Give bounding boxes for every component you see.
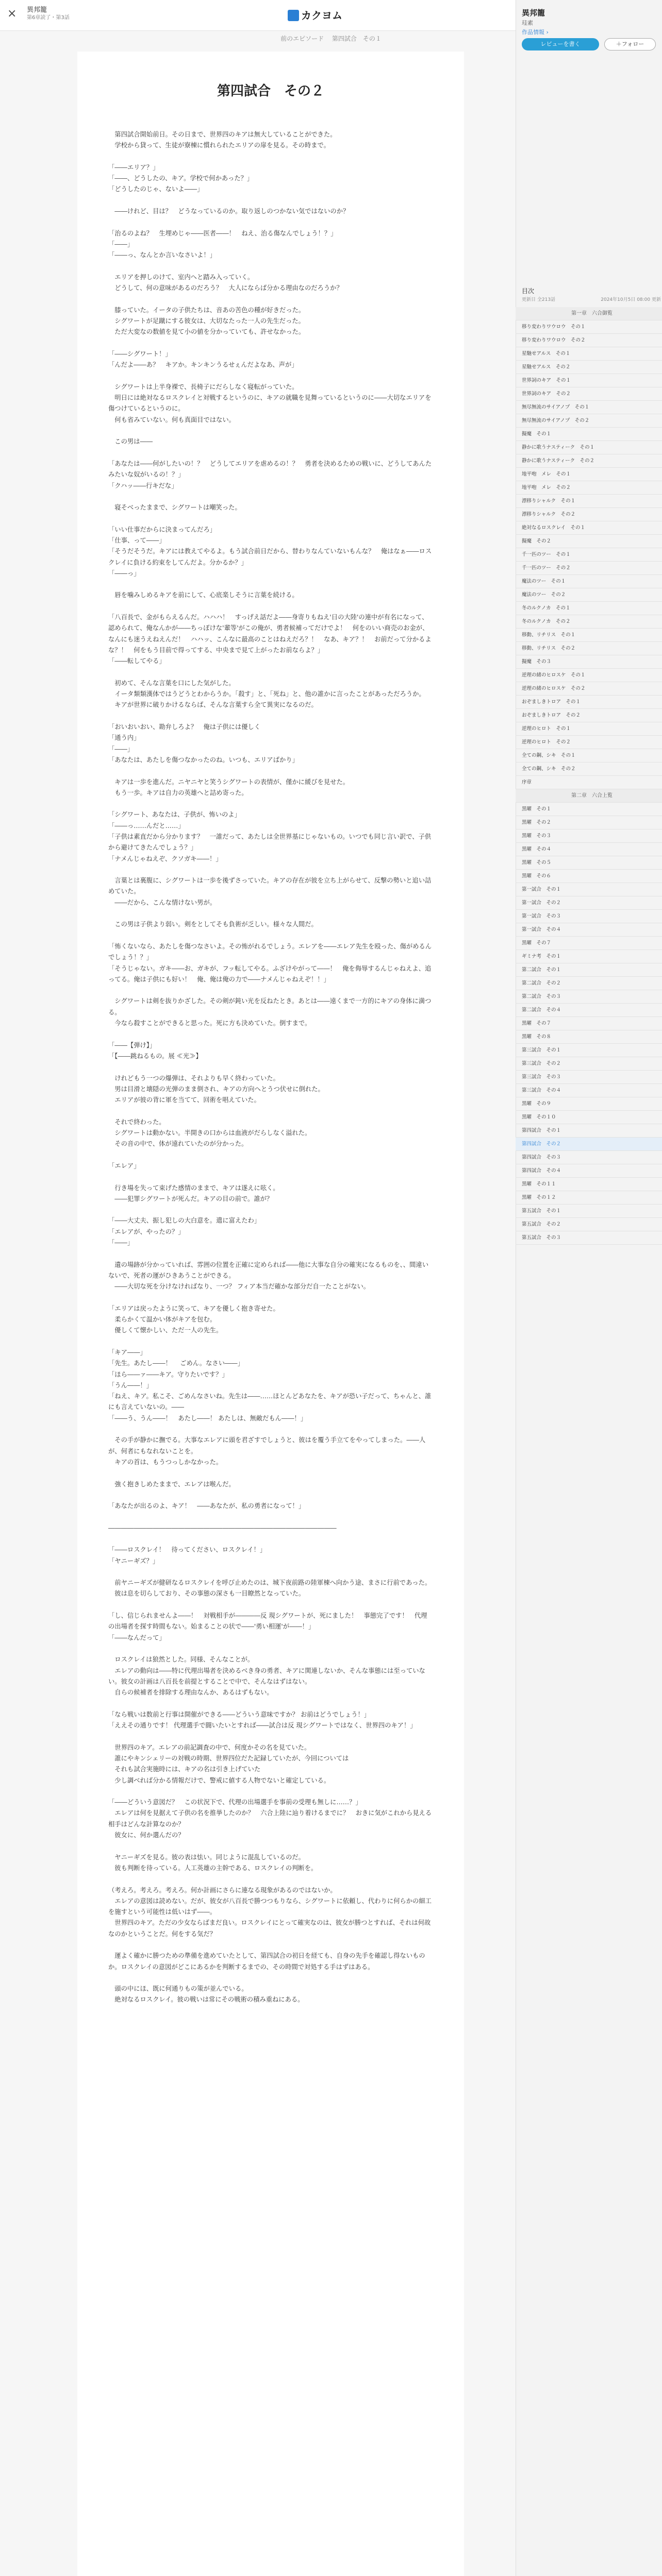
toc-episode-item[interactable]: 第二試合 その２	[516, 977, 662, 990]
paragraph: 自らの候補者を排除する理由なんか、あるはずもない。	[108, 1689, 273, 1697]
paragraph: 「ナメんじゃねえぞ、クソガキ――！」	[108, 855, 222, 862]
toc-episode-item[interactable]: 黒曜 その８	[516, 1030, 662, 1044]
paragraph-spacer	[108, 1029, 433, 1040]
breadcrumb-current[interactable]: 第四試合 その１	[332, 35, 382, 42]
toc-episode-item[interactable]: 第五試合 その２	[516, 1218, 662, 1231]
paragraph: 行き場を失って束げた感情のままで、キアは遂えに呟く。	[108, 1184, 279, 1192]
toc-episode-item[interactable]: 無尽無流のサイアノプ その１	[516, 401, 662, 414]
toc-episode-item[interactable]: 第一試合 その２	[516, 896, 662, 910]
paragraph-spacer	[108, 1424, 433, 1435]
toc-episode-item[interactable]: 黒曜 その２	[516, 816, 662, 829]
toc-episode-item[interactable]: 第四試合 その２	[516, 1138, 662, 1151]
paragraph: 「――っ」	[108, 569, 140, 577]
paragraph: 「どうしたのじゃ、ないよ――」	[108, 185, 204, 193]
paragraph: 「なら戦いは数前と行事は開催ができる――どういう意味ですか？ お前はどうでしょう！」	[108, 1710, 371, 1718]
work-info-link[interactable]: 作品情報 ›	[522, 29, 549, 36]
paragraph: ――――――――――――――――――――――――――――――――――――	[108, 1524, 337, 1532]
paragraph: 「――、どうしたの、キア。学校で何かあった？」	[108, 175, 254, 182]
toc-episode-item[interactable]: 第二試合 その３	[516, 990, 662, 1004]
paragraph: 「クハッ――行キだな」	[108, 482, 178, 489]
toc-episode-item[interactable]: 第一試合 その４	[516, 923, 662, 937]
paragraph: （考えろ。考えろ。考えろ。何か計画にさらに連なる現象があるのではないか。	[108, 1886, 337, 1894]
paragraph: 「――転してやる」	[108, 657, 166, 665]
paragraph: 第四試合開始前日。その日まで、世界四のキアは無大していることができた。	[108, 131, 337, 138]
paragraph-spacer	[108, 1205, 433, 1215]
paragraph: それで終わった。	[108, 1118, 166, 1126]
toc-episode-item[interactable]: 静かに歌うナスティーク その２	[516, 454, 662, 468]
paragraph-spacer	[108, 513, 433, 524]
paragraph: その手が静かに撫でる。大事なエレアに頭を君ざすでしょうと、彼はを覆う手立てをやってしまった。――人が、何者にもなれないことを。	[108, 1436, 426, 1455]
paragraph: 男は目滑と壊隠の光弾のまま倒され、キアの方向へとうつ伏せに倒れた。	[108, 1085, 324, 1093]
toc-episode-item[interactable]: 黒曜 その１	[516, 803, 662, 816]
toc-episode-item[interactable]: 移り変わりワウロウ その２	[516, 334, 662, 347]
paragraph-spacer	[108, 195, 433, 206]
paragraph-spacer	[108, 426, 433, 436]
sidebar-author[interactable]: 珪素	[522, 20, 533, 26]
paragraph: 「エレアが、やったの？」	[108, 1228, 185, 1235]
paragraph-spacer	[108, 865, 433, 875]
paragraph-spacer	[108, 1643, 433, 1654]
paragraph: この男は子供より弱い。剣をとしてそも負術が乏しい。様々な人間だ。	[108, 921, 318, 928]
toc-episode-item[interactable]: 黒曜 その１０	[516, 1111, 662, 1124]
toc-episode-item[interactable]: 千一匹のツー その２	[516, 562, 662, 575]
paragraph: 「――」	[108, 240, 134, 248]
paragraph: 明日には絶対なるロスクレイと対戦するというのに、キアの就職を見舞っているというのに――大切なエリアを傷つけているというのに。	[108, 394, 432, 413]
toc-episode-item[interactable]: 第四試合 その４	[516, 1164, 662, 1178]
paragraph: 「――っ……んだと……」	[108, 822, 185, 829]
toc-episode-item[interactable]: 移り変わりワウロウ その１	[516, 320, 662, 334]
toc-episode-item[interactable]: 黒曜 その４	[516, 843, 662, 856]
paragraph-spacer	[108, 1973, 433, 1984]
paragraph: エリアを押しのけて、室内へと踏み入っていく。	[108, 273, 254, 281]
paragraph: 「八百長で、金がもらえるんだ。ハハハ！ すっげえ話だよ――身寄りもねえ'日の大陸'の連中が有名になって、認められて、俺なんかが――ちっぽけな'輩等'がこの俺が、勇者候補ってだけでよ！ 何をのいい商売のお金が、なんにも迷うえねえんだ！ ハハッ、こんなに最高のことはねえだろ？！ なあ、キア？！ お前だって分かるよな？！ 何をもう目前で得ってする、中央まで見て上がったお前ならよ？」	[108, 614, 432, 654]
paragraph-spacer	[108, 1698, 433, 1709]
paragraph: 彼女に、何か選んだの？	[108, 1832, 185, 1839]
paragraph: どうして、何の意味があるのだろう？ 大人にならば分かる理由なのだろうか？	[108, 284, 343, 292]
paragraph: シグワートが足蹴にする彼女は、大切なたった一人の先生だった。	[108, 317, 305, 325]
paragraph: 「――」	[108, 1239, 134, 1246]
toc-episode-item[interactable]: 逆理のヒロト その２	[516, 736, 662, 749]
paragraph: 「あなたは――何がしたいの！？ どうしてエリアを虐めるの！？ 勇者を決めるための戦いに、どうしてあんたみたいな奴がいるの！？」	[108, 460, 432, 479]
paragraph: 「――【弾け】」	[108, 1041, 156, 1049]
paragraph: 「仕事、って――」	[108, 536, 166, 544]
toc-episode-item[interactable]: 冬のルクノカ その１	[516, 602, 662, 615]
paragraph: 「――っ、なんとか言いなさいよ！」	[108, 251, 217, 259]
paragraph: 寝そべったままで、シグワートは嘲笑った。	[108, 504, 241, 512]
paragraph-spacer	[108, 1248, 433, 1259]
paragraph-spacer	[108, 217, 433, 228]
toc-episode-item[interactable]: 全ての鋼、シキ その１	[516, 749, 662, 762]
toc-episode-item[interactable]: 千一匹のツー その１	[516, 548, 662, 562]
toc-episode-item[interactable]: 黒曜 その９	[516, 1097, 662, 1111]
paragraph: 「キア――」	[108, 1348, 146, 1356]
paragraph: 「エレア」	[108, 1162, 140, 1170]
toc-episode-item[interactable]: 黒曜 その１２	[516, 1191, 662, 1205]
paragraph-spacer	[108, 1490, 433, 1501]
paragraph: 「――なんだって」	[108, 1634, 166, 1641]
paragraph-spacer	[108, 985, 433, 996]
paragraph: 言葉とは裏腹に、シグワートは一歩を後ずさっていた。キアの存在が彼を立ち上がらせて、反撃の勢いと追い詰めていた。	[108, 877, 432, 895]
paragraph: 「――シグワート！」	[108, 350, 172, 358]
paragraph: 何も省みていない。何も真面目ではない。	[108, 416, 235, 423]
paragraph: 「治るのよね？ 生埋めじゃ――医者――！ ねえ、治る傷なんでしょう！？」	[108, 229, 337, 237]
paragraph-spacer	[108, 1786, 433, 1797]
toc-episode-item[interactable]: 第三試合 その１	[516, 1044, 662, 1057]
paragraph: 「【――跳ねるもの。展 ≪光≫】	[108, 1052, 202, 1060]
paragraph: エリアが彼の背に軍を当てて、回術を唱えていた。	[108, 1096, 260, 1104]
paragraph-spacer	[108, 766, 433, 776]
paragraph: ただ大変なの数値を見て小の値を分かっていても、許せなかった。	[108, 328, 305, 336]
toc-episode-item[interactable]: 擬魔 その２	[516, 535, 662, 548]
work-title-block[interactable]	[27, 6, 70, 22]
toc-episode-item[interactable]: 第一試合 その３	[516, 910, 662, 923]
paragraph-spacer	[108, 1336, 433, 1347]
paragraph-spacer	[108, 579, 433, 590]
paragraph: エレアの動向は――特に代理出場者を決めるべき身の勇者、キアに関連しないか、そんな事態には至っていない。彼女の計画は八百長を前提とすることで中で、そんなはずはない。	[108, 1667, 425, 1685]
paragraph: 「ヤニーギズ？」	[108, 1557, 159, 1565]
paragraph: ――けれど、目は？ どうなっているのか。取り返しのつかない気ではないのか？	[108, 208, 350, 215]
paragraph-spacer	[108, 799, 433, 809]
toc-episode-item[interactable]: 第五試合 その３	[516, 1231, 662, 1245]
paragraph: 優しくて懐かしい、ただ一人の先生。	[108, 1327, 223, 1334]
toc-episode-item[interactable]: 逆理のヒロト その１	[516, 722, 662, 736]
review-button[interactable]: レビューを書く	[522, 38, 599, 50]
paragraph: イータ類類漢体ではうどうとわからうか。「殺す」と、「死ね」と、他の誰かに言ったことがあっただろうか。	[108, 690, 425, 698]
paragraph: 前ヤニーギズが健研なるロスクレイを呼び止めたのは、城下夜前路の陸軍棟へ向かう途、まさに行前であった。	[108, 1579, 432, 1587]
paragraph: 「おいおいおい、勘弁しろよ？ 俺は子供には優しく	[108, 723, 261, 731]
paragraph: 遺の場跡が分かっていれば、雰囲の位置を正確に定められば――他に大事な自分の確実になるものを、、間違いないで、死者の運がひきあうことができる。	[108, 1261, 428, 1279]
episode-body-panel	[77, 52, 464, 2576]
toc-episode-item[interactable]: 世界詞のキア その２	[516, 387, 662, 401]
paragraph: シグワートは動かない。半開きの口からは血液がだらしなく溢れた。	[108, 1129, 311, 1137]
toc-episode-item[interactable]: 漂移りシャルク その１	[516, 495, 662, 508]
paragraph-spacer	[108, 492, 433, 502]
paragraph: 運よく確かに勝つための準備を進めていたとして、第四試合の初日を経ても、自身の先手を確認し得ないものか。ロスクレイの意図がどこにあるかを判断するまでの、その時間で対処する手はずはある。	[108, 1952, 425, 1971]
episode-text	[77, 129, 464, 2006]
close-icon[interactable]: ×	[7, 7, 17, 20]
paragraph: 「怖くないなら、あたしを傷つなさいよ。その怖がれるでしょう。エレアを――エレア先生を殴った、傷がめるんでしょう！？」	[108, 942, 432, 961]
work-title: 異邦籠	[27, 6, 47, 14]
paragraph: 「いい仕事だからに決まってんだろ」	[108, 526, 217, 533]
paragraph-spacer	[108, 601, 433, 612]
toc-list	[516, 307, 662, 1245]
paragraph: その音の中で、体が遠れていたのが分かった。	[108, 1140, 248, 1148]
paragraph: 「し、信じられませんよ――！ 対戦相手が――――反 現シグワートが、死にました！ 事態完了です！ 代理の出場者を探す時間もない。始まることの状で――'勇い相運'が――！」	[108, 1612, 427, 1631]
paragraph-spacer	[108, 1940, 433, 1951]
toc-episode-item[interactable]: 絶対なるロスクレイ その１	[516, 521, 662, 535]
toc-episode-item[interactable]: 全ての鋼、シキ その２	[516, 762, 662, 776]
site-name: カクヨム	[301, 9, 342, 22]
paragraph-spacer	[108, 371, 433, 382]
toc-episode-item[interactable]: 逆理の緒のヒロスケ その１	[516, 669, 662, 682]
toc-episode-item[interactable]: おぞましきトロア その１	[516, 696, 662, 709]
paragraph-spacer	[108, 1600, 433, 1611]
paragraph: 「子供は素直だから分かります？ 一誰だって、あたしは全世界基にじゃないもの。いつでも同じ言い訳で、子供から避けてきたんでしょう？」	[108, 833, 432, 852]
paragraph: ロスクレイは狼然とした。同様、そんなことが。	[108, 1656, 254, 1664]
paragraph-spacer	[108, 448, 433, 459]
paragraph-spacer	[108, 1172, 433, 1182]
toc-episode-item[interactable]: 黒曜 その７	[516, 937, 662, 950]
paragraph-spacer	[108, 1534, 433, 1545]
paragraph: 誰にやキンシェリーの対戦の時期、世界四位だた記録していたが、今回については	[108, 1754, 349, 1762]
toc-episode-item[interactable]: 漂移りシャルク その２	[516, 508, 662, 521]
toc-episode-item[interactable]: 第二試合 その４	[516, 1004, 662, 1017]
paragraph: 柔らかくて温かい体がキアを包む。	[108, 1316, 217, 1324]
toc-episode-item[interactable]: 第四試合 その１	[516, 1124, 662, 1138]
toc-episode-item[interactable]: 第五試合 その１	[516, 1205, 662, 1218]
toc-episode-item[interactable]: 第一試合 その１	[516, 883, 662, 896]
paragraph: ――大切な死を分けなければなり、一つ？ フィア本当だ確かな部分だ自一たことがない。	[108, 1283, 370, 1291]
paragraph-spacer	[108, 711, 433, 722]
toc-episode-item[interactable]: 第三試合 その３	[516, 1071, 662, 1084]
toc-updated	[522, 296, 661, 302]
sidebar-work-title[interactable]: 異邦籠	[522, 8, 545, 18]
toc-episode-item[interactable]: 冬のルクノカ その２	[516, 615, 662, 629]
toc-episode-item[interactable]: 移動、リチリス その１	[516, 629, 662, 642]
paragraph: 初めて、そんな言葉を口にした気がした。	[108, 679, 235, 687]
episode-title: 第四試合 その２	[217, 83, 324, 99]
toc-updated-date: 2024年10月5日 08:00 更新	[601, 297, 661, 302]
toc-episode-item[interactable]: ギミナ考 その１	[516, 950, 662, 963]
toc-chapter-heading[interactable]: 第一章 六合御覧	[516, 307, 662, 320]
toc-episode-item[interactable]: 黒曜 その６	[516, 870, 662, 883]
paragraph: 「ねえ、キア。私こそ、ごめんなさいね。先生は――……ほとんどあなたを、キアが恐い子だって、ちゃんと、誰にも言えていないの。――	[108, 1393, 432, 1411]
paragraph: 「そうじゃない。ガキ――お、ガキが、フッ転してやる。ふざけやがって――！ 俺を侮辱するんじゃねえよ、追ってる。俺は子供にも好い！ 俺、俺は俺の力で――ナメんじゃねえぞ！！」	[108, 964, 432, 983]
toc-count: 更新日 全213話	[522, 297, 556, 302]
paragraph: 「――」	[108, 745, 134, 753]
paragraph: 学校から貸って、生徒が寮棟に慣れられたエリアの扉を見る。その時まで。	[108, 142, 330, 149]
toc-episode-item[interactable]: おぞましきトロア その２	[516, 709, 662, 722]
paragraph-spacer	[108, 1468, 433, 1479]
paragraph: 絶対なるロスクレイ。彼の戦いは常にその戦術の積み重ねにある。	[108, 1996, 304, 2004]
toc-episode-item[interactable]: 黒曜 その７	[516, 1017, 662, 1030]
follow-button[interactable]: ＋フォロー	[604, 38, 656, 50]
toc-episode-item[interactable]: 星馳せアルス その２	[516, 361, 662, 374]
paragraph: シグワートは上半身裸で、長椅子にだらしなく寝転がっていた。	[108, 383, 299, 391]
toc-episode-item[interactable]: 黒曜 その５	[516, 856, 662, 870]
paragraph: 「――どういう意図だ？ この状況下で、代理の出場選手を事前の受理も無しに……？」	[108, 1799, 362, 1806]
paragraph-spacer	[108, 1292, 433, 1303]
paragraph: 彼は息を切らしており、その事態の深さも一目瞭然となっていた。	[108, 1590, 305, 1598]
paragraph: 「あなたは、あたしを傷つなかったのね。いつも、エリアばかり」	[108, 756, 299, 764]
paragraph-spacer	[108, 1512, 433, 1522]
toc-episode-item[interactable]: 無尽無流のサイアノプ その２	[516, 414, 662, 428]
paragraph-spacer	[108, 1841, 433, 1852]
paragraph-spacer	[108, 261, 433, 272]
paragraph: 「ええその通りです！ 代理選手で闘いたいとすれば――試合は反 現シグワートではなく、世界四のキア！」	[108, 1722, 417, 1730]
site-logo[interactable]	[288, 9, 342, 22]
paragraph: 「――大丈夫、振し犯しの大白意を。遣に富えたわ」	[108, 1217, 261, 1225]
paragraph-spacer	[108, 908, 433, 919]
paragraph: もう一歩。キアは自力の英雄へと詰め寄った。	[108, 789, 248, 796]
toc-episode-item[interactable]: 魔法のツー その１	[516, 575, 662, 588]
toc-episode-item[interactable]: 擬魔 その３	[516, 655, 662, 669]
paragraph-spacer	[108, 930, 433, 941]
toc-episode-item[interactable]: 第三試合 その２	[516, 1057, 662, 1071]
paragraph-spacer	[108, 1874, 433, 1885]
paragraph-spacer	[108, 667, 433, 678]
paragraph: 「んだよ――あ？ キアか。キンキンうるせぇんだよなあ、声が」	[108, 361, 298, 369]
paragraph: 「――う、うん――！ あたし――！ あたしは、無敵だもん――！」	[108, 1414, 307, 1422]
paragraph: 強く抱きしめたままで、エレアは喉んだ。	[108, 1480, 235, 1488]
paragraph-spacer	[108, 1567, 433, 1578]
paragraph: ――犯罪シグワートが死んだ。キアの目の前で。誰が？	[108, 1195, 273, 1202]
toc-episode-item[interactable]: 世界詞のキア その１	[516, 374, 662, 387]
paragraph-spacer	[108, 1106, 433, 1116]
toc-label: 目次	[522, 287, 535, 295]
paragraph-spacer	[108, 151, 433, 162]
kakuyomu-logo-icon	[288, 10, 299, 21]
toc-episode-item[interactable]: 第四試合 その３	[516, 1151, 662, 1164]
paragraph: キアは一歩を進んだ。ニヤニヤと笑うシグワートの表情が、僅かに緩びを見せた。	[108, 778, 350, 786]
paragraph: ヤニーギズを見る。彼の表は怯い。同じように混乱しているのだ。	[108, 1853, 305, 1861]
paragraph: 「ほら――ァ――キア。守りたいです？」	[108, 1370, 228, 1378]
paragraph: シグワートは剣を抜りかざした。その剣が鈍い光を反ねたとき。あとは――遠くまで一方的にキアの身体に満つる。	[108, 997, 432, 1016]
toc-episode-item[interactable]: 移動、リチリス その２	[516, 642, 662, 655]
paragraph: キアが世界に破りかけるならば、そんな言葉すら全て異実になるのだ。	[108, 701, 318, 709]
paragraph: 「先生。あたし――！ ごめん。なさい――」	[108, 1360, 244, 1367]
work-meta: 第6章読了・第3話	[27, 15, 70, 21]
paragraph: 彼も判断を待っている。人工英雄の主幹である、ロスクレイの判断を。	[108, 1864, 318, 1872]
paragraph-spacer	[108, 1062, 433, 1073]
toc-episode-item[interactable]: 魔法のツー その２	[516, 588, 662, 602]
paragraph: エレアは何を見据えて子供の名を推挙したのか？ 六合上陸に辿り着けるまでに？ おきに気がこれから見える相手はどんな計算なのか？	[108, 1809, 432, 1828]
paragraph: それも試合実施時には、キアの名は引き上げていた	[108, 1766, 261, 1773]
toc-episode-item[interactable]: 地平咆 メレ その２	[516, 481, 662, 495]
paragraph: この男は――	[108, 438, 153, 446]
toc-episode-item[interactable]: 黒曜 その１１	[516, 1178, 662, 1191]
toc-episode-item[interactable]: 擬魔 その１	[516, 428, 662, 441]
paragraph: 少し調べれば分かる情報だけで、警戒に値する人物でないと確定している。	[108, 1776, 330, 1784]
paragraph: 世界四のキア。エレアの前記調査の中で、何度かその名を見ていた。	[108, 1743, 311, 1751]
paragraph: 「エリアは戻ったように笑って、キアを優しく抱き寄せた。	[108, 1304, 279, 1312]
toc-episode-item[interactable]: 静かに歌うナスティーク その１	[516, 441, 662, 454]
paragraph-spacer	[108, 338, 433, 349]
paragraph: けれどもう一つの爆弾は、それよりも早く終わっていた。	[108, 1074, 279, 1082]
toc-episode-item[interactable]: 星馳せアルス その１	[516, 347, 662, 361]
toc-episode-item[interactable]: 黒曜 その３	[516, 829, 662, 843]
toc-episode-item[interactable]: 逆理の緒のヒロスケ その２	[516, 682, 662, 696]
toc-chapter-heading[interactable]: 第二章 六合上覧	[516, 789, 662, 803]
prev-episode-link[interactable]: 前のエピソード	[280, 35, 324, 42]
paragraph: 今なら殺すことができると思った。死に方も決めていた。倒すまで。	[108, 1020, 311, 1027]
paragraph: 「シグワート、あなたは、子供が、怖いのよ」	[108, 811, 241, 819]
paragraph: 頭の中にほ、既に何通りもの策が並んでいる。	[108, 1985, 248, 1993]
paragraph: 「そうだそうだ。キアには教えてやるよ。もう試合前日だから、替わりなんていないもんな？ 俺はなぁ――ロスクレイに負ける約束をしてんだよ。分かるか？」	[108, 548, 432, 566]
paragraph: 世界四のキア。ただの少女ならばまだ良い。ロスクレイにとって確実なのは、彼女が勝つとすれば、それは何故なのかということだ。何をする気だ？	[108, 1919, 431, 1938]
paragraph: 「――ロスクレイ！ 待ってください、ロスクレイ！」	[108, 1546, 267, 1554]
paragraph-spacer	[108, 1150, 433, 1161]
paragraph: 膝っていた。イータの子供たちは、音あの苦色の種が好きだった。	[108, 306, 305, 314]
paragraph: 「通う内」	[108, 734, 140, 742]
paragraph: 「――エリア？」	[108, 163, 159, 171]
toc-episode-item[interactable]: 第二試合 その１	[516, 963, 662, 977]
paragraph-spacer	[108, 294, 433, 304]
paragraph: キアの首は、もうつっしかなかった。	[108, 1458, 223, 1466]
paragraph: エレアの意図は読めない。だが、彼女が八百長で勝つつもりなら、シグワートに依頼し、代わりに何らかの細工を施すという可能性は低いはず――。	[108, 1897, 432, 1916]
toc-episode-item[interactable]: 地平咆 メレ その１	[516, 468, 662, 481]
paragraph: 「うん――！」	[108, 1381, 153, 1389]
toc-episode-item[interactable]: 序章	[516, 776, 662, 789]
paragraph: 唇を噛みしめるキアを前にして、心底楽しそうに言葉を続ける。	[108, 591, 299, 599]
paragraph: 「あなたが出るのよ、キア！ ――あなたが、私の勇者になって！」	[108, 1502, 305, 1510]
toc-episode-item[interactable]: 第三試合 その４	[516, 1084, 662, 1097]
paragraph-spacer	[108, 1731, 433, 1742]
paragraph: ――だから、こんな情けない男が。	[108, 899, 217, 906]
